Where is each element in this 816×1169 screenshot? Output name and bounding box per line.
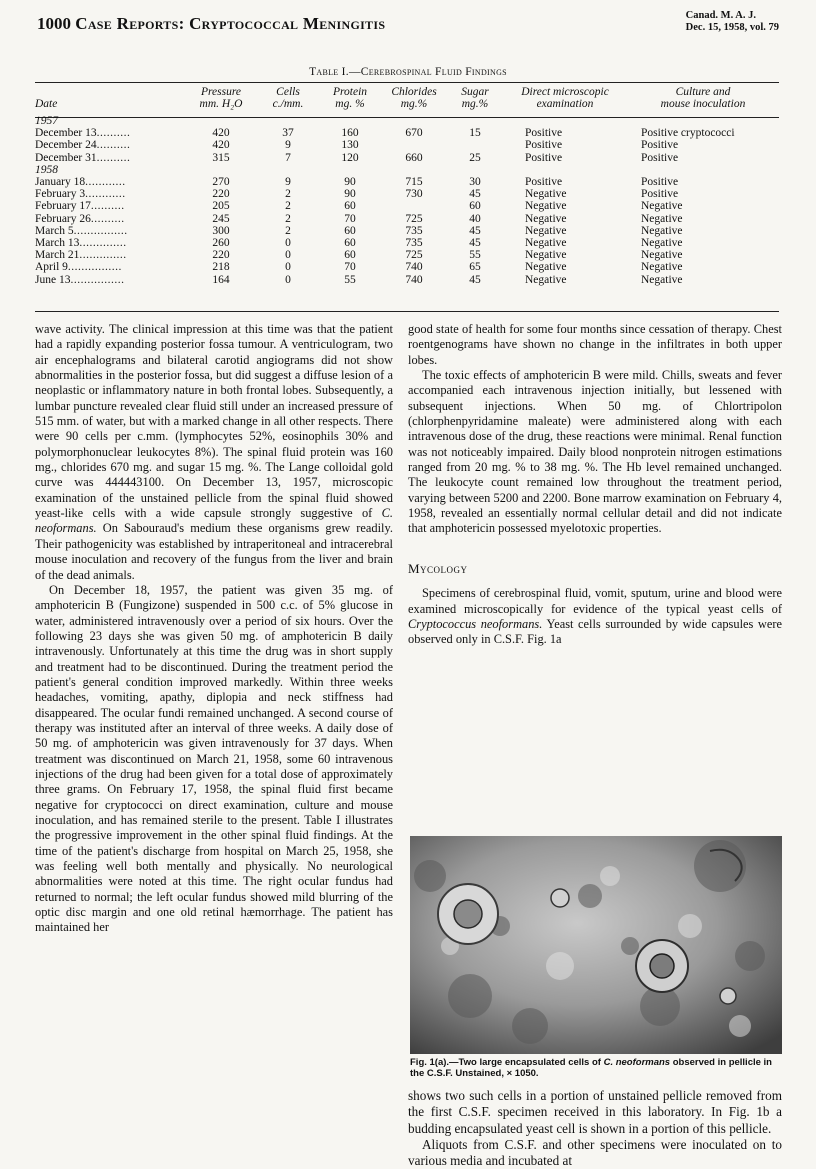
cell-sugar [447,139,503,151]
row-date: June 13................ [35,273,125,286]
cell-pressure: 260 [212,236,230,249]
micrograph-figure [410,836,782,1054]
row-date: February 26.......... [35,212,125,225]
cell-chlorides: 660 [405,151,423,164]
cell-pressure: 220 [212,249,230,262]
running-title: Case Reports: Cryptococcal Meningitis [75,14,386,33]
cell-chlorides [381,139,447,151]
cell-cells: 9 [285,176,291,189]
right-column [408,322,782,648]
paragraph: good state of health for some four months since cessation of therapy. Chest roentgenograms have shown no change in the infiltrates in both upper lobes. [408,322,782,367]
col-culture: Culture and mouse inoculation [660,86,746,110]
col-chlorides: Chlorides mg.% [391,86,437,110]
cell-cells: 2 [285,212,291,225]
col-pressure: Pressure mm. H₂O [199,86,243,110]
cell-micro: Negative [525,249,567,262]
paragraph: Aliquots from C.S.F. and other specimens were inoculated on to various media and incubated at [408,1136,782,1169]
cell-pressure: 315 [212,151,230,164]
table-bottom-rule [35,311,779,312]
encapsulated-cell [438,884,498,944]
cell-sugar: 45 [469,236,481,249]
cell-micro: Negative [525,212,567,225]
cell-protein: 90 [344,176,356,189]
cell-chlorides: 725 [405,249,423,262]
cell-chlorides: 735 [405,236,423,249]
cell-cells: 0 [285,261,291,274]
row-date: January 18............ [35,176,126,189]
cell-sugar: 55 [469,249,481,262]
table-row [35,200,779,212]
cell-culture: Negative [641,249,683,262]
cell-chlorides: 670 [405,127,423,140]
table-row [35,139,779,151]
cell-chlorides: 730 [405,188,423,201]
cell-cells: 2 [285,200,291,213]
cell-protein: 130 [341,139,359,152]
cell-sugar: 30 [469,176,481,189]
paragraph: The toxic effects of amphotericin B were mild. Chills, sweats and fever accompanied each intravenous injection initially, but lessened with subsequent injections. When 50 mg. of Chlortripolon (chlorphenpyridamine maleate) were administered along with each intravenous dose of the drug, these reactions were minimal. Renal function was not noticeably impaired. Daily blood nonprotein nitrogen estimations ranged from 20 mg. % to 38 mg. %. The Hb level remained unchanged. The leukocyte count remained low throughout the treatment period, varying between 5200 and 2200. Bone marrow examination on February 4, 1958, revealed an essentially normal cellular detail and did not indicate that amphotericin possessed myelotoxic properties. [408,368,782,536]
cell-protein: 55 [344,273,356,286]
cell-sugar: 15 [469,127,481,140]
cell-protein: 60 [344,236,356,249]
cell-culture: Negative [641,212,683,225]
yeast-cell-small [551,889,569,907]
table-row [35,127,779,139]
cell-protein: 60 [344,249,356,262]
col-microscopic: Direct microscopic examination [521,86,609,110]
cell-chlorides [381,200,447,212]
cell-chlorides: 725 [405,212,423,225]
cell-cells: 0 [285,249,291,262]
paragraph: wave activity. The clinical impression at this time was that the patient had a rapidly expanding posterior fossa tumour. A ventriculogram, two air encephalograms and bilateral carotid angiograms did not show abnormalities in the posterior fossa, but did suggest a diffuse lesion of a neoplastic or inflammatory nature in both frontal lobes. Subsequently, a lumbar puncture revealed clear fluid still under an increased pressure of 515 mm. of water, but with a marked change in all other respects. There were 90 cells per c.mm. (lymphocytes 52%, eosinophils 30% and polymorphonuclear leukocytes 8%). The spinal fluid protein was 160 mg., chlorides 670 mg. and sugar 15 mg. %. The Lange colloidal gold curve was 444443100. On December 13, 1957, microscopic examination of the unstained pellicle from the spinal fluid showed yeast-like cells with a wide capsule strongly suggestive of C. neoformans. On Sabouraud's medium these organisms grew readily. Their pathogenicity was established by intraperitoneal and intracerebral mouse inoculation and recovery of the fungus from the liver and brain of the dead animals. [35,322,393,582]
cell-culture: Positive [641,176,679,189]
cell-protein: 90 [344,188,356,201]
cell-micro: Negative [525,200,567,213]
cell-cells: 2 [285,188,291,201]
row-date: February 3............ [35,188,126,201]
cell-pressure: 220 [212,188,230,201]
cell-chlorides: 740 [405,273,423,286]
figure-caption: Fig. 1(a).—Two large encapsulated cells of C. neoformans observed in pellicle in the C.S.F. Unstained, × 1050. [410,1057,772,1079]
table-row [35,249,779,261]
table-row [35,261,779,273]
row-date: March 5................ [35,224,128,237]
cell-micro: Positive [525,139,563,152]
cell-pressure: 270 [212,176,230,189]
cell-sugar: 45 [469,188,481,201]
row-date: March 13.............. [35,236,127,249]
row-date: April 9................ [35,261,122,274]
cell-pressure: 420 [212,127,230,140]
cell-protein: 60 [344,200,356,213]
cell-micro: Negative [525,188,567,201]
cell-culture: Negative [641,200,683,213]
table-row [35,273,779,285]
cell-cells: 0 [285,236,291,249]
paragraph: shows two such cells in a portion of unstained pellicle removed from the first C.S.F. specimen received in this laboratory. In Fig. 1b a budding encapsulated yeast cell is shown in a portion of this pellicle. [408,1088,782,1136]
cell-micro: Negative [525,236,567,249]
left-column [35,322,393,936]
journal-date: Dec. 15, 1958, vol. 79 [685,22,779,33]
cell-micro: Positive [525,151,563,164]
section-heading: Mycology [408,560,468,576]
cell-sugar: 40 [469,212,481,225]
table-row [35,237,779,249]
cell-sugar: 45 [469,224,481,237]
cell-protein: 70 [344,212,356,225]
cell-pressure: 245 [212,212,230,225]
row-date: February 17.......... [35,200,125,213]
table-title: Table I.—Cerebrospinal Fluid Findings [309,66,507,78]
table-row [35,225,779,237]
cell-micro: Positive [525,176,563,189]
cell-chlorides: 715 [405,176,423,189]
table-header-row [35,84,779,115]
page-number: 1000 [37,14,71,33]
paragraph: Specimens of cerebrospinal fluid, vomit, sputum, urine and blood were examined microscopically for evidence of the typical yeast cells of Cryptococcus neoformans. Yeast cells surrounded by wide capsules were observed only in C.S.F. Fig. 1a [408,586,782,647]
encapsulated-cell [636,940,688,992]
cell-protein: 60 [344,224,356,237]
cell-cells: 37 [282,127,294,140]
col-cells: Cells c./mm. [272,86,304,110]
running-header [37,14,385,34]
cell-cells: 9 [285,139,291,152]
cell-chlorides: 735 [405,224,423,237]
yeast-cell-small [720,988,736,1004]
table-row [35,152,779,164]
cell-sugar: 45 [469,273,481,286]
table-row [35,188,779,200]
cell-protein: 70 [344,261,356,274]
row-date: December 13.......... [35,127,131,140]
table-row [35,176,779,188]
cell-culture: Positive [641,139,679,152]
right-column-continued [408,1088,782,1169]
cell-pressure: 218 [212,261,230,274]
cell-pressure: 205 [212,200,230,213]
cell-culture: Negative [641,236,683,249]
cell-pressure: 420 [212,139,230,152]
cell-protein: 120 [341,151,359,164]
csf-findings-table [35,84,779,286]
table-row [35,213,779,225]
journal-citation [686,10,779,34]
row-date: December 31.......... [35,151,131,164]
cell-culture: Negative [641,261,683,274]
row-date: March 21.............. [35,249,127,262]
cell-micro: Positive [525,127,563,140]
cell-culture: Negative [641,224,683,237]
year-label: 1958 [35,163,58,176]
table-top-rule [35,82,779,83]
cell-cells: 0 [285,273,291,286]
col-protein: Protein mg. % [332,86,368,110]
cell-micro: Negative [525,273,567,286]
cell-cells: 2 [285,224,291,237]
cell-micro: Negative [525,261,567,274]
cell-culture: Positive [641,151,679,164]
paragraph: On December 18, 1957, the patient was given 35 mg. of amphotericin B (Fungizone) suspended in 500 c.c. of 5% glucose in water, administered intravenously over a period of six hours. Over the following 23 days she was given 50 mg. of amphotericin B daily intravenously. Unfortunately at this time the drug was in short supply and treatment had to be discontinued. During the treatment period the patient's general condition improved markedly. Within three weeks headaches, vomiting, apathy, diplopia and neck stiffness had disappeared. The ocular fundi remained unchanged. A second course of therapy was instituted after an interval of three weeks. A daily dose of 50 mg. of amphotericin was given intravenously for 37 days. When treatment was discontinued on March 21, 1958, some 60 intravenous injections of the drug had been given for a total dose of approximately three grams. On February 17, 1958, the spinal fluid first became negative for cryptococci on direct examination, culture and mouse inoculation, and has remained sterile to the present. Table I illustrates the progressive improvement in the other spinal fluid findings. At the time of the patient's discharge from hospital on March 25, 1958, she was feeling well both mentally and physically. No neurological abnormalities were noted at this time. The right ocular fundus had returned to normal; the left ocular fundus showed mild blurring of the optic disc margin and one old retinal hæmorrhage. The patient has maintained her [35,582,393,935]
cell-culture: Negative [641,273,683,286]
year-label: 1957 [35,115,58,128]
cell-chlorides: 740 [405,261,423,274]
cell-pressure: 164 [212,273,230,286]
cell-protein: 160 [341,127,359,140]
row-date: December 24.......... [35,139,131,152]
cell-cells: 7 [285,151,291,164]
micrograph-image [410,836,782,1054]
journal-name: Canad. M. A. J. [685,10,756,21]
cell-sugar: 60 [469,200,481,213]
cell-culture: Positive [641,188,679,201]
cell-micro: Negative [525,224,567,237]
cell-culture: Positive cryptococci [641,127,735,140]
cell-sugar: 25 [469,151,481,164]
cell-pressure: 300 [212,224,230,237]
col-date: Date [35,98,58,110]
cell-sugar: 65 [469,261,481,274]
col-sugar: Sugar mg.% [461,86,489,110]
